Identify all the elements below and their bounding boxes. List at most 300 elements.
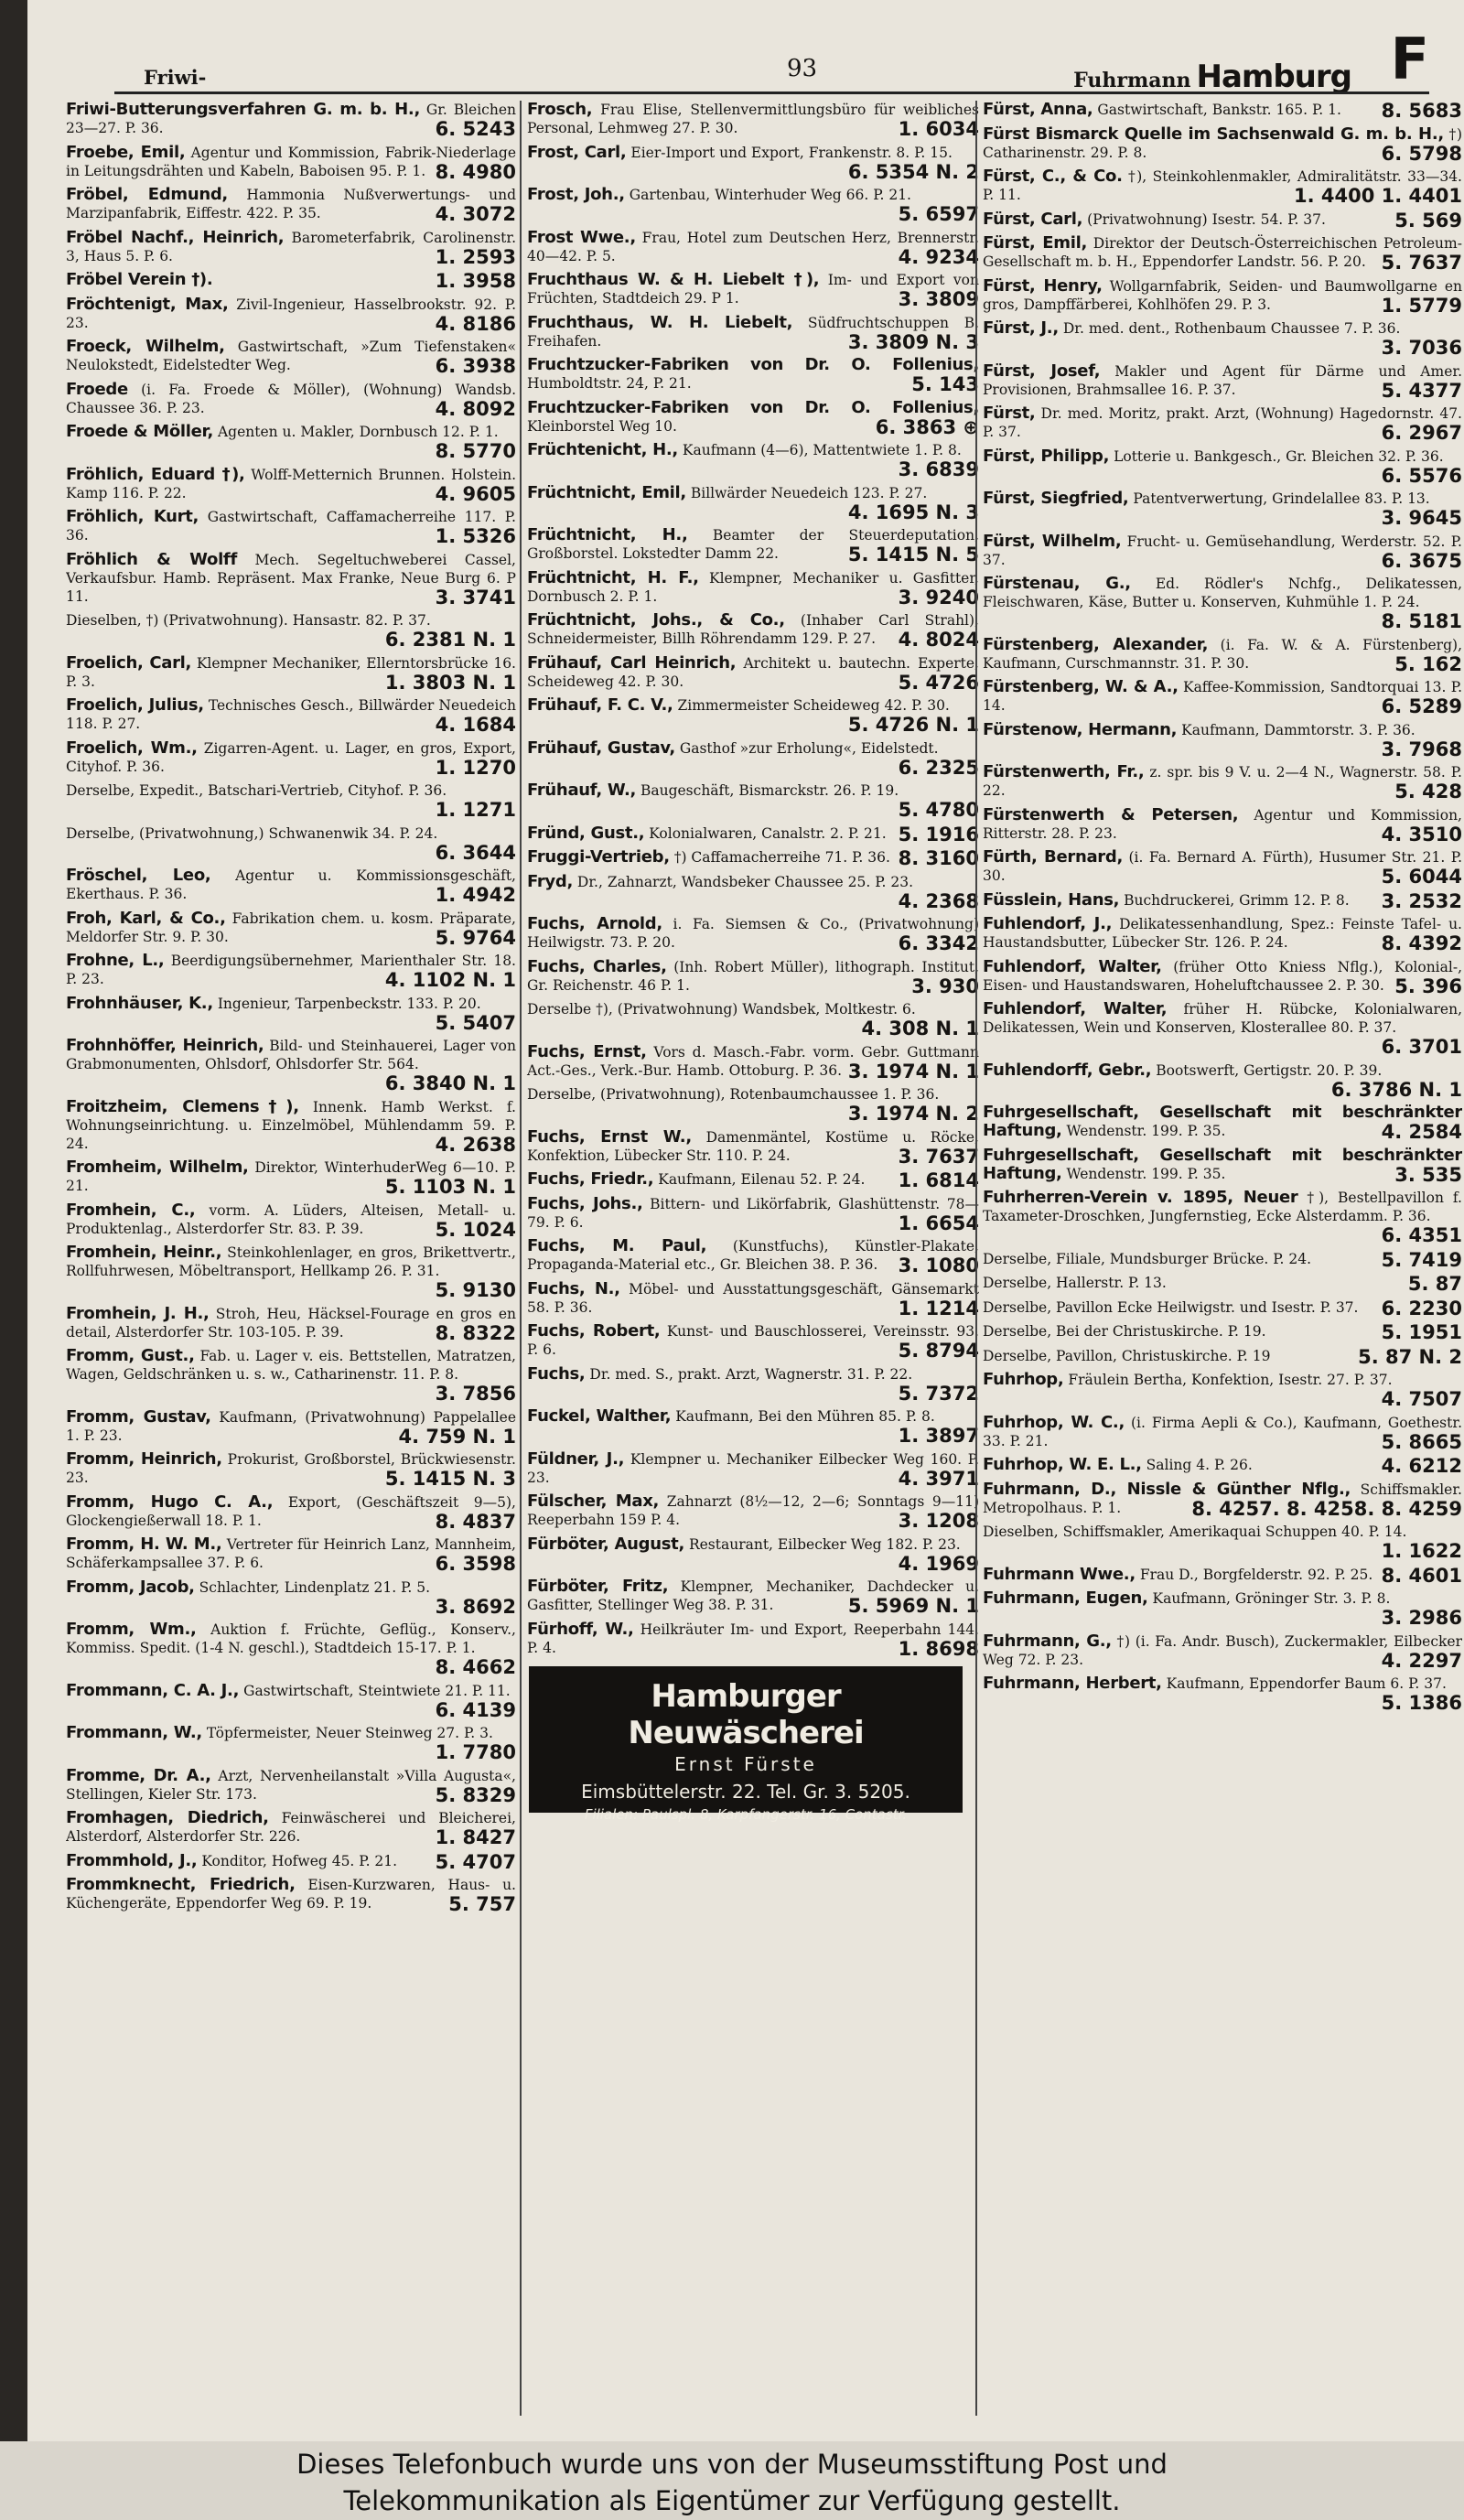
entry-name: Fuhlendorff, Gebr.,: [983, 1060, 1152, 1080]
directory-entry: [66, 995, 516, 1033]
entry-text: Klempner u. Mechaniker Eilbecker Weg 160. P. 23.: [527, 1450, 979, 1486]
entry-name: Fuckel, Walther,: [527, 1406, 672, 1426]
phone-number: 8. 8322: [435, 1321, 516, 1344]
directory-entry: [527, 1492, 979, 1531]
directory-entry: [66, 696, 516, 735]
entry-text: früher H. Rübcke, Kolonialwaren, Delikatessen, Wein und Konserven, Klosterallee 80. P. 37.: [983, 1001, 1462, 1036]
phone-number: 5. 6597: [898, 203, 979, 225]
entry-name: Fuchs, Ernst W.,: [527, 1126, 692, 1147]
entry-text: Baugeschäft, Bismarckstr. 26. P. 19.: [640, 782, 899, 799]
phone-number: 4. 9234: [898, 245, 979, 268]
phone-number: 1. 8698: [898, 1637, 979, 1660]
directory-entry: [983, 958, 1462, 996]
directory-entry: [983, 277, 1462, 316]
entry-text: Schlachter, Lindenplatz 21. P. 5.: [199, 1578, 431, 1596]
entry-text: Dr. med. dent., Rothenbaum Chaussee 7. P. 36.: [1062, 320, 1401, 337]
phone-number: 3. 930: [911, 975, 979, 997]
entry-name: Frühauf, F. C. V.,: [527, 695, 673, 715]
entry-text: Humboldtstr. 24, P. 21.: [527, 375, 692, 392]
directory-entry: [527, 873, 979, 911]
phone-number: 5. 757: [448, 1893, 516, 1915]
directory-entry: [527, 1000, 979, 1039]
phone-number: 6. 3598: [435, 1553, 516, 1575]
header-left-keyword: Friwi-: [144, 66, 207, 89]
entry-text: Bittern- und Likörfabrik, Glashüttenstr. 78—79. P. 6.: [527, 1195, 979, 1231]
entry-name: Frommann, W.,: [66, 1723, 202, 1742]
entry-text: (i. Fa. Bernard A. Fürth), Husumer Str. 21. P. 30.: [983, 849, 1462, 884]
phone-number: 4. 2638: [435, 1133, 516, 1156]
phone-number: 8. 4837: [435, 1510, 516, 1533]
directory-entry: [527, 915, 979, 953]
header-right-keyword: [1073, 59, 1351, 95]
entry-text: Direktor, WinterhuderWeg 6—10. P. 21.: [66, 1159, 516, 1194]
entry-name: Fromm, H. W. M.,: [66, 1535, 222, 1554]
entry-text: Dieselben, †) (Privatwohnung). Hansastr. 82. P. 37.: [66, 612, 431, 629]
entry-name: Fromm, Hugo C. A.,: [66, 1492, 274, 1512]
entry-name: Frost, Joh.,: [527, 185, 625, 204]
entry-name: Fuhrherren-Verein v. 1895, Neuer: [983, 1188, 1298, 1207]
phone-number: 1. 6654: [898, 1212, 979, 1234]
entry-name: Fröbel, Edmund,: [66, 185, 228, 204]
column-3: [975, 101, 1462, 2416]
phone-number: 5. 1916: [898, 823, 979, 845]
directory-entry: [527, 739, 979, 778]
page-number: 93: [787, 55, 818, 82]
phone-number: 6. 4351: [1381, 1224, 1462, 1246]
entry-name: Fromm, Heinrich,: [66, 1449, 222, 1469]
entry-name: Fruggi-Vertrieb,: [527, 847, 670, 867]
entry-text: Klempner Mechaniker, Ellerntorsbrücke 16. P. 3.: [66, 654, 516, 690]
phone-number: 3. 3741: [435, 586, 516, 608]
entry-name: Froitzheim, Clemens†),: [66, 1096, 299, 1116]
entry-text: Frau D., Borgfelderstr. 92. P. 25.: [1139, 1566, 1373, 1583]
phone-number: 6. 3786 N. 1: [1330, 1078, 1462, 1101]
directory-entry: [66, 1809, 516, 1847]
directory-entry: [983, 210, 1462, 231]
entry-text: Derselbe, (Privatwohnung), Rotenbaumchaussee 1. P. 36.: [527, 1086, 940, 1103]
phone-number: 6. 3675: [1381, 549, 1462, 572]
directory-entry: [66, 1201, 516, 1240]
phone-number: 3. 1080: [898, 1255, 979, 1276]
entry-text: Zigarren-Agent. u. Lager, en gros, Export, Cityhof. P. 36.: [66, 739, 516, 775]
entry-name: Fromheim, Wilhelm,: [66, 1158, 249, 1177]
directory-entry: [983, 1371, 1462, 1409]
entry-text: Dieselben, Schiffsmakler, Amerikaquai Schuppen 40. P. 14.: [983, 1524, 1407, 1540]
entry-text: Dr. med. Moritz, prakt. Arzt, (Wohnung) Hagedornstr. 47. P. 37.: [983, 405, 1462, 440]
directory-entry: [527, 526, 979, 565]
phone-number: 4. 7507: [1381, 1388, 1462, 1410]
directory-entry: [66, 466, 516, 504]
phone-number: 1. 4942: [435, 884, 516, 906]
phone-number: 8. 3160: [898, 847, 979, 869]
entry-text: Kaffee-Kommission, Sandtorquai 13. P. 14.: [983, 679, 1462, 714]
phone-number: 8. 5683: [1381, 101, 1462, 122]
directory-entry: [66, 1305, 516, 1343]
directory-entry: [983, 1632, 1462, 1671]
directory-entry: [983, 1298, 1462, 1319]
phone-number: 6. 3342: [898, 932, 979, 954]
phone-number: 5. 9130: [435, 1279, 516, 1301]
entry-text: Delikatessenhandlung, Spez.: Feinste Tafel- u. Haustandsbutter, Lübecker Str. 126. P. 24.: [983, 916, 1462, 951]
phone-number: 5. 87: [1407, 1273, 1462, 1295]
directory-entry: [66, 1621, 516, 1677]
directory-entry: [983, 1147, 1462, 1185]
phone-number: 4. 2584: [1381, 1121, 1462, 1143]
entry-name: Früchtnicht, H. F.,: [527, 567, 699, 587]
entry-text: Derselbe, Hallerstr. P. 13.: [983, 1275, 1167, 1291]
entry-text: Ed. Rödler's Nchfg., Delikatessen, Fleischwaren, Käse, Butter u. Konserven, Kuhmühle 1. P. 24.: [983, 576, 1462, 610]
entry-name: Froelich, Carl,: [66, 652, 192, 673]
phone-number: 5. 7637: [1381, 252, 1462, 274]
column-2: [520, 101, 979, 2416]
entry-text: Hammonia Nußverwertungs- und Marzipanfabrik, Eiffestr. 422. P. 35.: [66, 187, 516, 221]
entry-text: Möbel- und Ausstattungsgeschäft, Gänsemarkt 58. P. 36.: [527, 1280, 979, 1316]
entry-name: Frohnhäuser, K.,: [66, 993, 213, 1013]
directory-entry: [66, 910, 516, 948]
entry-name: Fromm, Gustav,: [66, 1406, 211, 1427]
entry-text: Kolonialwaren, Canalstr. 2. P. 21.: [649, 824, 887, 842]
directory-entry: [66, 1244, 516, 1300]
entry-text: Beerdigungsübernehmer, Marienthaler Str. 18. P. 23.: [66, 953, 516, 987]
directory-entry: [66, 338, 516, 376]
directory-entry: [66, 381, 516, 419]
entry-name: Frosch,: [527, 101, 593, 119]
directory-entry: [983, 1566, 1462, 1586]
phone-number: 1. 4400 1. 4401: [1293, 185, 1462, 207]
footer-line-1: Dieses Telefonbuch wurde uns von der Museumsstiftung Post und: [296, 2449, 1168, 2480]
entry-name: Fürstenwerth & Petersen,: [983, 804, 1239, 824]
entry-text: i. Fa. Siemsen & Co., (Privatwohnung) Heilwigstr. 73. P. 20.: [527, 916, 979, 951]
entry-text: Arzt, Nervenheilanstalt »Villa Augusta«, Stellingen, Kieler Str. 173.: [66, 1767, 516, 1803]
phone-number: 3. 8692: [435, 1595, 516, 1618]
entry-name: Fürst, Siegfried,: [983, 489, 1129, 508]
entry-name: Fürhoff, W.,: [527, 1619, 634, 1639]
directory-entry: [66, 1347, 516, 1404]
entry-text: †), Steinkohlenmakler, Admiralitätstr. 33—34. P. 11.: [983, 168, 1462, 203]
directory-entry: [983, 1589, 1462, 1628]
directory-entry: [983, 678, 1462, 716]
phone-number: 5. 396: [1394, 975, 1462, 997]
entry-name: Fuchs, Ernst,: [527, 1041, 647, 1061]
directory-entry: [527, 1407, 979, 1446]
page-header: [114, 26, 1429, 95]
entry-text: Agenten u. Makler, Dornbusch 12. P. 1.: [217, 424, 499, 440]
phone-number: 5. 1951: [1381, 1321, 1462, 1343]
entry-text: Architekt u. bautechn. Experte, Scheideweg 42. P. 30.: [527, 654, 979, 690]
directory-entry: [527, 271, 979, 309]
entry-text: Kaufmann, (Privatwohnung) Pappelallee 1. P. 23.: [66, 1408, 516, 1444]
advertisement-subtitle: Ernst Fürste: [674, 1752, 817, 1775]
entry-name: Froede: [66, 379, 128, 399]
column-1: [66, 101, 516, 2416]
phone-number: 4. 1684: [435, 714, 516, 736]
directory-entry: [527, 1237, 979, 1276]
entry-name: Fryd,: [527, 871, 573, 891]
entry-name: Fürst Bismarck Quelle im Sachsenwald G. m. b. H.,: [983, 124, 1444, 144]
phone-number: 4. 8186: [435, 312, 516, 335]
phone-number: 5. 4780: [898, 799, 979, 821]
entry-text: †) Caffamacherreihe 71. P. 36.: [673, 849, 890, 866]
directory-entry: [983, 101, 1462, 121]
entry-text: Zimmermeister Scheideweg 42. P. 30.: [677, 697, 950, 714]
directory-entry: [983, 1189, 1462, 1245]
entry-name: Früchtnicht, Emil,: [527, 482, 686, 502]
entry-text: Derselbe, Pavillon, Christuskirche. P. 19: [983, 1347, 1271, 1364]
entry-name: Fuhlendorf, Walter,: [983, 999, 1168, 1018]
entry-name: Fromhein, C.,: [66, 1200, 196, 1220]
entry-text: (Inh. Robert Müller), lithograph. Institut, Gr. Reichenstr. 46 P. 1.: [527, 958, 979, 994]
entry-text: Gastwirtschaft, »Zum Tiefenstaken« Neulokstedt, Eidelstedter Weg.: [66, 339, 516, 373]
entry-text: Saling 4. P. 26.: [1146, 1457, 1253, 1473]
directory-entry: [983, 167, 1462, 206]
directory-entry: [527, 1128, 979, 1167]
phone-number: 6. 4139: [435, 1698, 516, 1721]
phone-number: 4. 2368: [898, 889, 979, 912]
entry-name: Froelich, Julius,: [66, 695, 204, 715]
entry-text: Frau Elise, Stellenvermittlungsbüro für weibliches Personal, Lehmweg 27. P. 30.: [527, 102, 979, 136]
entry-text: Gastwirtschaft, Caffamacherreihe 117. P. 36.: [66, 509, 516, 544]
phone-number: 4. 9605: [435, 482, 516, 505]
directory-entry: [66, 739, 516, 778]
entry-text: Kaufmann, Dammtorstr. 3. P. 36.: [1181, 721, 1416, 738]
directory-entry: [66, 1682, 516, 1720]
phone-number: 3. 7637: [898, 1145, 979, 1168]
directory-entry: [66, 508, 516, 546]
phone-number: 1. 7780: [435, 1741, 516, 1763]
entry-text: †) (i. Fa. Andr. Busch), Zuckermakler, Eilbecker Weg 72. P. 23.: [983, 1632, 1462, 1668]
entry-text: (Inhaber Carl Strahl), Schneidermeister, Billh Röhrendamm 129. P. 27.: [527, 612, 979, 647]
directory-entry: [527, 229, 979, 267]
phone-number: 5. 87 N. 2: [1358, 1345, 1462, 1368]
directory-entry: [983, 575, 1462, 631]
entry-name: Fröchtenigt, Max,: [66, 294, 229, 314]
phone-number: 4. 759 N. 1: [398, 1425, 516, 1448]
directory-entry: [527, 1322, 979, 1361]
directory-entry: [527, 1621, 979, 1659]
entry-text: Agentur und Kommission, Ritterstr. 28. P. 23.: [983, 806, 1462, 842]
directory-entry: [527, 1578, 979, 1616]
entry-name: Froeck, Wilhelm,: [66, 337, 225, 356]
entry-name: Fröschel, Leo,: [66, 866, 211, 885]
phone-number: 8. 4392: [1381, 932, 1462, 954]
phone-number: 8. 4980: [435, 160, 516, 183]
entry-name: Froede & Möller,: [66, 422, 214, 441]
phone-number: 8. 5181: [1381, 610, 1462, 632]
directory-entry: [66, 1158, 516, 1197]
directory-entry: [66, 1450, 516, 1489]
entry-text: Restaurant, Eilbecker Weg 182. P. 23.: [688, 1535, 961, 1553]
phone-number: 5. 143: [911, 373, 979, 395]
phone-number: 1. 3803 N. 1: [384, 671, 516, 694]
entry-name: Fromhein, J. H.,: [66, 1303, 210, 1323]
entry-name: Früchtnicht, Johs., & Co.,: [527, 610, 785, 630]
entry-text: Fräulein Bertha, Konfektion, Isestr. 27. P. 37.: [1068, 1372, 1393, 1388]
phone-number: 1. 3958: [435, 270, 516, 292]
phone-number: 3. 7036: [1381, 337, 1462, 359]
entry-name: Fruchthaus W. & H. Liebelt †),: [527, 270, 820, 289]
directory-entry: [527, 781, 979, 820]
entry-name: Fuhrmann Wwe.,: [983, 1564, 1136, 1584]
entry-text: Kaufmann, Eilenau 52. P. 24.: [658, 1171, 866, 1188]
directory-entry: [527, 1170, 979, 1190]
entry-text: Stroh, Heu, Häcksel-Fourage en gros en detail, Alsterdorfer Str. 103-105. P. 39.: [66, 1305, 516, 1341]
entry-text: Schiffsmakler. Metropolhaus. P. 1.: [983, 1481, 1462, 1516]
entry-name: Fromhein, Heinr.,: [66, 1243, 222, 1262]
directory-entry: [983, 1456, 1462, 1476]
directory-entry: [527, 958, 979, 996]
directory-entry: [66, 952, 516, 990]
advertisement-address: Eimsbüttelerstr. 22. Tel. Gr. 3. 5205.: [581, 1780, 910, 1803]
entry-name: Fürst, J.,: [983, 318, 1059, 338]
phone-number: 8. 4257. 8. 4258. 8. 4259: [1191, 1497, 1462, 1520]
entry-name: Fürst, Philipp,: [983, 446, 1110, 466]
directory-entry: [983, 404, 1462, 443]
phone-number: 4. 1969: [898, 1552, 979, 1575]
entry-text: Frucht- u. Gemüsehandlung, Werderstr. 52. P. 37.: [983, 533, 1462, 568]
phone-number: 1. 1622: [1381, 1540, 1462, 1562]
directory-entry: [527, 611, 979, 650]
phone-number: 6. 2325: [898, 756, 979, 779]
entry-text: Prokurist, Großborstel, Brückwiesenstr. 23.: [66, 1451, 516, 1486]
directory-entry: [527, 1280, 979, 1319]
entry-text: Dr., Zahnarzt, Wandsbeker Chaussee 25. P. 23.: [576, 873, 914, 890]
entry-name: Fröhlich, Kurt,: [66, 507, 199, 526]
entry-name: Fuhrhop,: [983, 1370, 1064, 1389]
entry-name: Fromm, Gust.,: [66, 1346, 195, 1365]
advertisement-title: Hamburger Neuwäscherei: [628, 1677, 864, 1751]
directory-entry: [983, 1523, 1462, 1561]
entry-text: (i. Fa. W. & A. Fürstenberg), Kaufmann, Curschmannstr. 31. P. 30.: [983, 636, 1462, 672]
directory-entry: [527, 356, 979, 394]
phone-number: 5. 6044: [1381, 866, 1462, 888]
phone-number: 3. 9240: [898, 586, 979, 608]
entry-text: Feinwäscherei und Bleicherei, Alsterdorf, Alsterdorfer Str. 226.: [66, 1810, 516, 1845]
phone-number: 5. 1024: [435, 1218, 516, 1241]
entry-name: Fürst, Carl,: [983, 209, 1083, 229]
entry-text: Damenmäntel, Kostüme u. Röcke, Konfektion, Lübecker Str. 110. P. 24.: [527, 1128, 979, 1164]
phone-number: 1. 5779: [1381, 294, 1462, 317]
phone-number: 3. 6839: [898, 458, 979, 480]
phone-number: 3. 9645: [1381, 507, 1462, 529]
directory-entry: [66, 1535, 516, 1574]
header-rule: [114, 92, 1429, 94]
directory-entry: [983, 447, 1462, 486]
directory-entry: [983, 125, 1462, 164]
directory-entry: [527, 824, 979, 845]
entry-text: Töpfermeister, Neuer Steinweg 27. P. 3.: [206, 1725, 493, 1741]
entry-name: Fuhrgesellschaft, Gesellschaft mit beschränkter Haftung,: [983, 1103, 1462, 1140]
entry-name: Fröhlich & Wolff: [66, 549, 237, 569]
directory-entry: [983, 721, 1462, 759]
entry-text: Wollgarnfabrik, Seiden- und Baumwollgarne en gros, Dampffärberei, Kohlhöfen 29. P. 3.: [983, 277, 1462, 313]
advertisement: [529, 1666, 963, 1823]
entry-text: Derselbe, Pavillon Ecke Heilwigstr. und Isestr. P. 37.: [983, 1298, 1359, 1316]
entry-text: Derselbe, Filiale, Mundsburger Brücke. P. 24.: [983, 1250, 1312, 1267]
phone-number: 6. 5354 N. 2: [847, 160, 979, 183]
entry-text: Kaufmann (4—6), Mattentwiete 1. P. 8.: [682, 442, 962, 458]
directory-entry: [527, 1043, 979, 1082]
entry-text: Gr. Bleichen 23—27. P. 36.: [66, 102, 516, 136]
entry-name: Fürstenau, G.,: [983, 574, 1131, 593]
phone-number: 6. 3863 ⊕: [875, 415, 979, 438]
entry-text: Dr. med. S., prakt. Arzt, Wagnerstr. 31. P. 22.: [589, 1365, 913, 1383]
directory-entry: [66, 781, 516, 820]
phone-number: 1. 5326: [435, 525, 516, 547]
entry-text: Agentur und Kommission, Fabrik-Niederlage in Leitungsdrähten und Kabeln, Baboisen 95. P. 1.: [66, 144, 516, 179]
phone-number: 3. 1974 N. 2: [847, 1103, 979, 1125]
advertisement-branches: Filialen: Paulspl. 8, Karpfangerstr. 16, Contastr.: [584, 1805, 908, 1823]
phone-number: 3. 7856: [435, 1383, 516, 1405]
entry-text: †), Bestellpavillon f. Taxameter-Droschken, Jungfernstieg, Ecke Alsterdamm. P. 36.: [983, 1190, 1462, 1224]
entry-text: Klempner, Mechaniker u. Gasfitter, Dornbusch 2. P. 1.: [527, 569, 979, 605]
directory-entry: [527, 1085, 979, 1124]
directory-entry: [983, 490, 1462, 528]
entry-name: Frohnhöffer, Heinrich,: [66, 1036, 264, 1055]
header-city: Hamburg: [1196, 59, 1351, 95]
directory-entry: [66, 1408, 516, 1447]
entry-text: Technisches Gesch., Billwärder Neuedeich 118. P. 27.: [66, 697, 516, 732]
entry-name: Fromm, Jacob,: [66, 1577, 195, 1597]
phone-number: 4. 308 N. 1: [861, 1018, 979, 1039]
phone-number: 1. 1270: [435, 756, 516, 779]
directory-entry: [983, 1250, 1462, 1270]
directory-entry: [527, 569, 979, 608]
phone-number: 5. 9764: [435, 926, 516, 949]
entry-text: Gastwirtschaft, Steintwiete 21. P. 11.: [243, 1682, 511, 1699]
entry-text: Derselbe †), (Privatwohnung) Wandsbek, Moltkestr. 6.: [527, 1001, 916, 1018]
phone-number: 1. 2593: [435, 245, 516, 268]
directory-entry: [983, 1061, 1462, 1100]
entry-name: Fürth, Bernard,: [983, 847, 1124, 867]
phone-number: 4. 3971: [898, 1467, 979, 1490]
phone-number: 4. 1695 N. 3: [847, 501, 979, 523]
directory-entry: [983, 1322, 1462, 1342]
phone-number: 3. 3809: [898, 288, 979, 310]
phone-number: 6. 5798: [1381, 142, 1462, 165]
directory-entry: [527, 1535, 979, 1574]
entry-name: Fürst, Josef,: [983, 361, 1101, 381]
entry-text: Gastwirtschaft, Bankstr. 165. P. 1.: [1097, 102, 1341, 118]
entry-name: Froelich, Wm.,: [66, 738, 198, 758]
entry-name: Fürst, Anna,: [983, 101, 1093, 119]
directory-entry: [983, 362, 1462, 401]
entry-name: Frommhold, J.,: [66, 1850, 198, 1870]
phone-number: 1. 6814: [898, 1169, 979, 1191]
entry-text: Billwärder Neuedeich 123. P. 27.: [690, 484, 928, 501]
directory-entry: [527, 696, 979, 735]
directory-entry: [527, 848, 979, 868]
entry-name: Fuchs, N.,: [527, 1278, 620, 1298]
phone-number: 4. 8092: [435, 397, 516, 420]
entry-text: (früher Otto Kniess Nflg.), Kolonial-, Eisen- und Haustandswaren, Hoheluftchaussee 2. P. 30.: [983, 958, 1462, 994]
entry-name: Fürst, Emil,: [983, 233, 1087, 253]
entry-text: (i. Fa. Froede & Möller), (Wohnung) Wandsb. Chaussee 36. P. 23.: [66, 381, 516, 416]
entry-text: (Kunstfuchs), Künstler-Plakate, Propaganda-Material etc., Gr. Bleichen 38. P. 36.: [527, 1238, 979, 1273]
phone-number: 5. 428: [1394, 781, 1462, 802]
directory-entry: [983, 1481, 1462, 1519]
entry-name: Frost Wwe.,: [527, 227, 636, 247]
entry-name: Fromme, Dr. A.,: [66, 1765, 211, 1785]
directory-entry: [983, 533, 1462, 571]
phone-number: 8. 4601: [1381, 1564, 1462, 1587]
entry-name: Fröbel Verein †).: [66, 270, 213, 289]
entry-text: Zahnarzt (8½—12, 2—6; Sonntags 9—11) Reeperbahn 159 P. 4.: [527, 1493, 979, 1528]
directory-entry: [66, 1493, 516, 1532]
directory-entry: [527, 654, 979, 693]
entry-text: Wolff-Metternich Brunnen. Holstein. Kamp 116. P. 22.: [66, 466, 516, 501]
entry-name: Früchtnicht, H.,: [527, 525, 688, 544]
entry-name: Fruchtzucker-Fabriken von Dr. O. Follenius,: [527, 397, 979, 417]
